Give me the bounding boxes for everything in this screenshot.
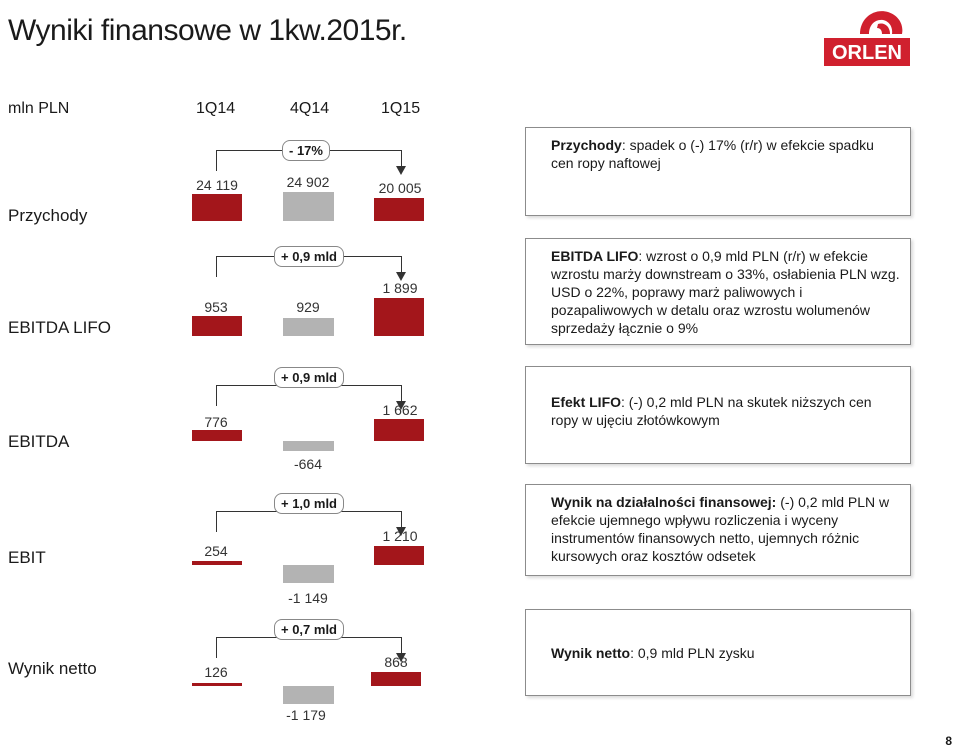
row-label-przychody: Przychody [8, 206, 88, 225]
value-4q14: 929 [296, 299, 320, 315]
comment-text: : wzrost o 0,9 mld PLN (r/r) w efekcie wzrostu marży downstream o 33%, osłabienia PLN wzg. USD o 22%, poprawy marż paliwowych i pozapaliwowych w detalu oraz wzrostu wolumenów sprzedaży łącznie o 9% [551, 248, 900, 336]
bar-4q14 [283, 565, 334, 583]
comment-heading: Wynik na działalności finansowej: [551, 494, 777, 510]
row-label-ebitda: EBITDA [8, 432, 70, 451]
row-label-ebitda-lifo: EBITDA LIFO [8, 318, 111, 337]
period-header-1q15: 1Q15 [381, 100, 421, 117]
value-1q14: 953 [204, 299, 228, 315]
value-1q14: 24 119 [196, 177, 238, 193]
bar-4q14 [283, 686, 334, 704]
bar-1q15 [371, 672, 421, 686]
comment-text: : (-) 0,2 mld PLN na skutek niższych cen ropy w ujęciu złotówkowym [551, 394, 872, 428]
comment-box-przychody [525, 127, 911, 216]
value-4q14: -1 149 [288, 590, 328, 606]
bar-1q15 [374, 546, 424, 565]
change-bubble: + 0,9 mld [274, 367, 344, 388]
value-4q14: -1 179 [286, 707, 326, 723]
arrow-down-icon [396, 166, 406, 175]
period-header-1q14: 1Q14 [196, 100, 236, 117]
row-label-wynik-netto: Wynik netto [8, 659, 97, 678]
value-1q15: 1 662 [382, 402, 418, 418]
comment-text: : 0,9 mld PLN zysku [630, 645, 755, 661]
value-1q14: 776 [204, 414, 228, 430]
comment-box-wynik-netto [525, 609, 911, 696]
change-bubble: - 17% [282, 140, 330, 161]
logo-wordmark: ORLEN [832, 42, 902, 64]
bar-1q14 [192, 430, 242, 441]
comment-text: (-) 0,2 mld PLN w efekcie ujemnego wpływu rozliczenia i wyceny instrumentów finansowych netto, ujemnych różnic kursowych oraz kosztów odsetek [551, 494, 890, 564]
page-title: Wyniki finansowe w 1kw.2015r. [8, 14, 407, 47]
bar-1q14 [192, 194, 242, 221]
value-4q14: -664 [293, 456, 323, 472]
bar-1q15 [374, 198, 424, 221]
unit-label: mln PLN [8, 100, 70, 117]
orlen-logo [822, 4, 912, 68]
page-number: 8 [945, 734, 952, 748]
comment-heading: Przychody [551, 137, 622, 153]
change-bubble: + 1,0 mld [274, 493, 344, 514]
bar-1q15 [374, 419, 424, 441]
comment-heading: EBITDA LIFO [551, 248, 639, 264]
change-bubble: + 0,9 mld [274, 246, 344, 267]
bar-4q14 [283, 318, 334, 336]
bar-1q14 [192, 683, 242, 686]
comment-box-efekt-lifo [525, 366, 911, 464]
bar-1q14 [192, 316, 242, 336]
value-1q15: 20 005 [378, 180, 422, 196]
value-1q15: 868 [384, 654, 408, 670]
bar-1q14 [192, 561, 242, 565]
value-1q14: 126 [204, 664, 228, 680]
comment-heading: Wynik netto [551, 645, 631, 661]
bar-4q14 [283, 441, 334, 451]
comment-heading: Efekt LIFO [551, 394, 622, 410]
comment-box-ebitda-lifo [525, 238, 911, 345]
change-bubble: + 0,7 mld [274, 619, 344, 640]
value-1q15: 1 899 [382, 280, 418, 296]
value-1q14: 254 [204, 543, 228, 559]
value-4q14: 24 902 [286, 174, 330, 190]
row-label-ebit: EBIT [8, 548, 46, 567]
comment-box-wynik-finansowy [525, 484, 911, 576]
period-header-4q14: 4Q14 [290, 100, 330, 117]
bar-1q15 [374, 298, 424, 336]
comment-text: : spadek o (-) 17% (r/r) w efekcie spadku cen ropy naftowej [551, 137, 874, 171]
bar-4q14 [283, 192, 334, 221]
value-1q15: 1 210 [382, 528, 418, 544]
